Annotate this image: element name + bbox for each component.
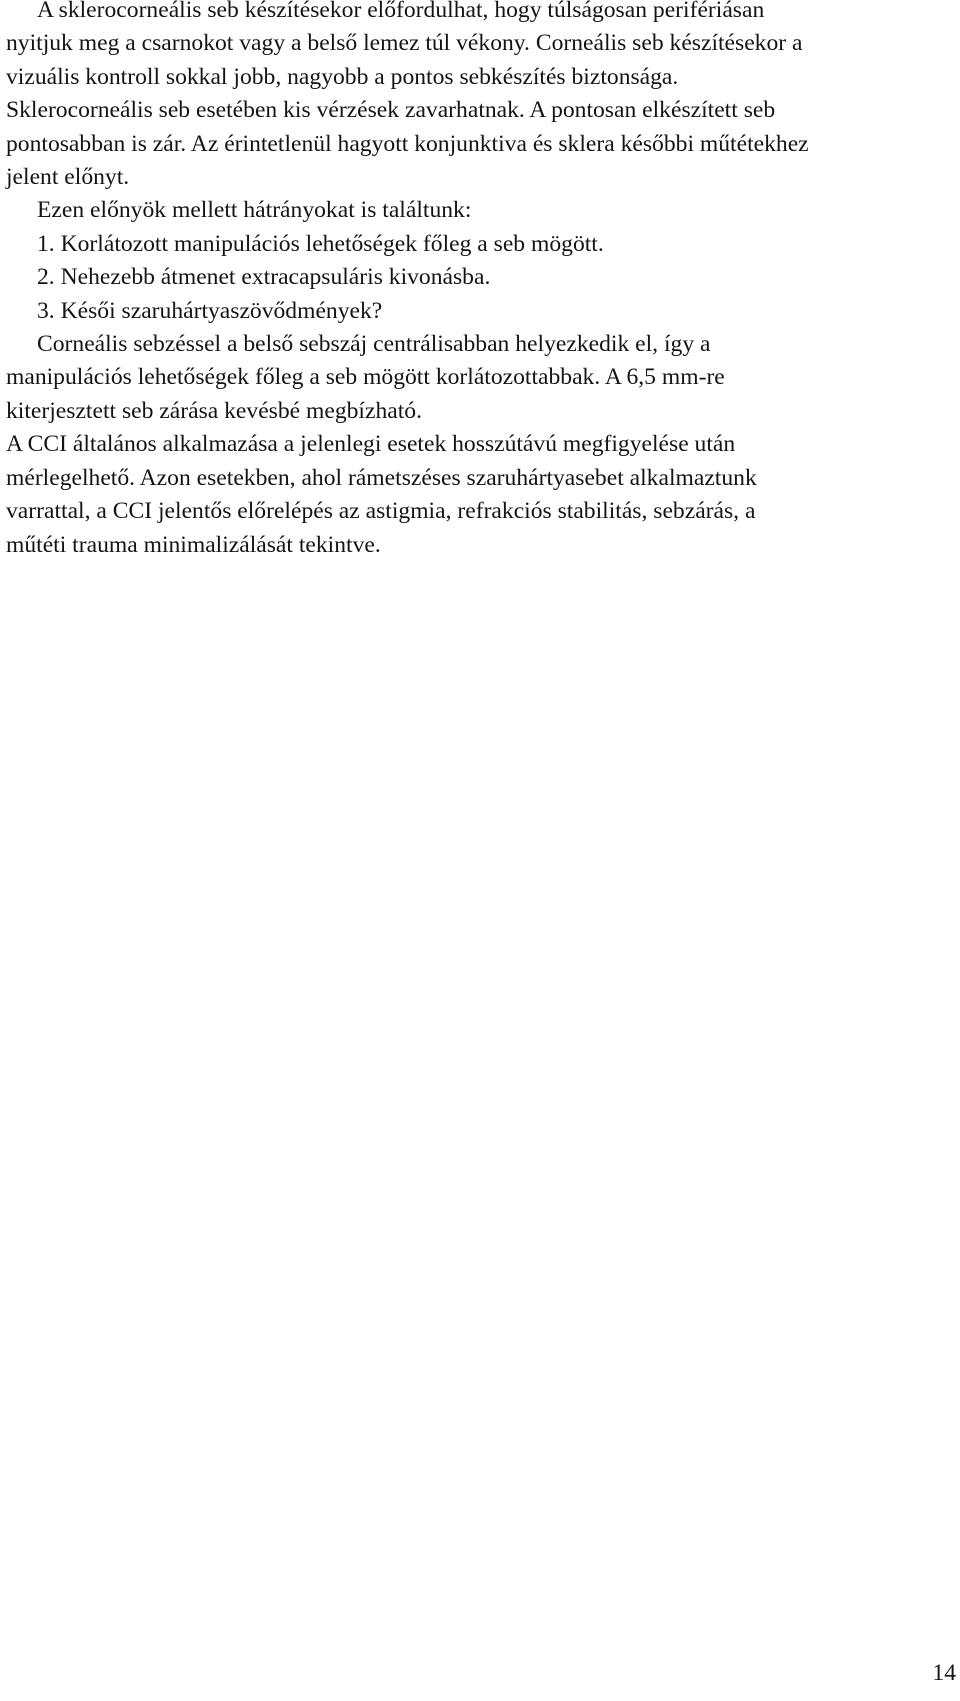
paragraph-3-line-2: mérlegelhető. Azon esetekben, ahol rámetszéses szaruhártyasebet alkalmaztunk bbox=[6, 464, 757, 491]
paragraph-1-line-5: pontosabban is zár. Az érintetlenül hagyott konjunktiva és sklera későbbi műtétekhez bbox=[6, 130, 809, 157]
list-item-3: 3. Késői szaruhártyaszövődmények? bbox=[37, 297, 383, 324]
paragraph-3-line-4: műtéti trauma minimalizálását tekintve. bbox=[6, 531, 381, 558]
list-item-1: 1. Korlátozott manipulációs lehetőségek főleg a seb mögött. bbox=[37, 230, 604, 257]
paragraph-1-line-3: vizuális kontroll sokkal jobb, nagyobb a pontos sebkészítés biztonsága. bbox=[6, 63, 679, 90]
paragraph-1-line-6: jelent előnyt. bbox=[6, 164, 130, 191]
paragraph-2-line-3: kiterjesztett seb zárása kevésbé megbízható. bbox=[6, 397, 422, 424]
list-item-2: 2. Nehezebb átmenet extracapsuláris kivonásba. bbox=[37, 264, 491, 291]
paragraph-1-line-1: A sklerocorneális seb készítésekor előfordulhat, hogy túlságosan perifériásan bbox=[37, 0, 765, 23]
list-intro: Ezen előnyök mellett hátrányokat is találtunk: bbox=[37, 197, 472, 224]
paragraph-1-line-2: nyitjuk meg a csarnokot vagy a belső lemez túl vékony. Corneális seb készítésekor a bbox=[6, 30, 803, 57]
paragraph-2-line-1: Corneális sebzéssel a belső sebszáj centrálisabban helyezkedik el, így a bbox=[37, 331, 711, 358]
page-number: 14 bbox=[932, 1660, 956, 1686]
paragraph-2-line-2: manipulációs lehetőségek főleg a seb mögött korlátozottabbak. A 6,5 mm-re bbox=[6, 364, 725, 391]
paragraph-1-line-4: Sklerocorneális seb esetében kis vérzések zavarhatnak. A pontosan elkészített seb bbox=[6, 97, 776, 124]
body-text bbox=[6, 0, 954, 562]
paragraph-3-line-3: varrattal, a CCI jelentős előrelépés az astigmia, refrakciós stabilitás, sebzárás, a bbox=[6, 498, 756, 525]
paragraph-3-line-1: A CCI általános alkalmazása a jelenlegi esetek hosszútávú megfigyelése után bbox=[6, 431, 736, 458]
